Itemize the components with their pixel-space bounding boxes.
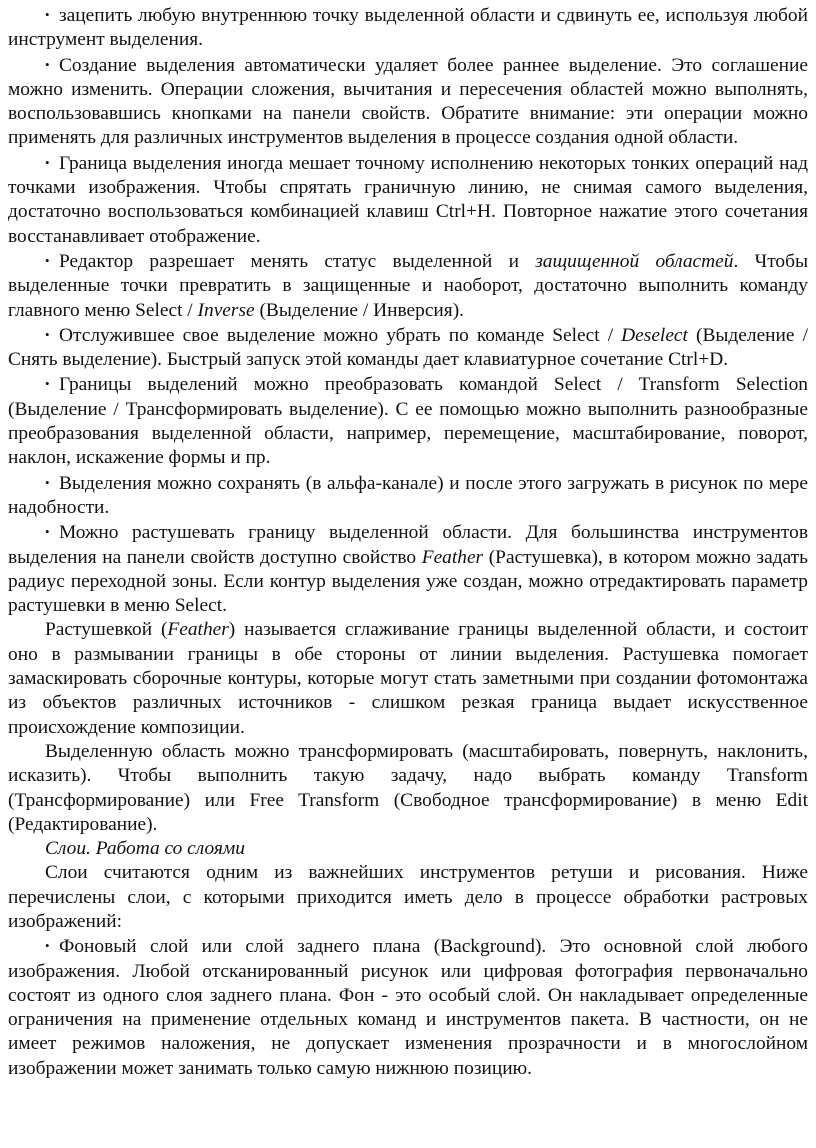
paragraph-text: Отслужившее свое выделение можно убрать по команде Select / xyxy=(59,324,622,346)
paragraph-text: Создание выделения автоматически удаляет более раннее выделение. Это соглашение можно изменить. Операции сложения, вычитания и пересечения областей можно выполнять, воспользовавшись кнопками на панели свойств. Обратите внимание: эти операции можно применять для различных инструментов выделения в процессе создания одной области. xyxy=(8,54,808,149)
paragraph-text: (Растушевка), в котором можно задать радиус переходной зоны. Если контур выделения уже создан, можно отредактировать параметр растушевки в меню Select. xyxy=(8,546,808,617)
paragraph-text: Граница выделения иногда мешает точному исполнению некоторых тонких операций над точками изображения. Чтобы спрятать граничную линию, не снимая самого выделения, достаточно воспользоваться комбинацией клавиш Ctrl+H. Повторное нажатие этого сочетания восстанавливает отображение. xyxy=(8,152,808,247)
paragraph-text: . Чтобы выделенные точки превратить в защищенные и наоборот, достаточно выполнить команду главного меню Select / xyxy=(8,250,808,321)
body-paragraph xyxy=(8,861,808,934)
italic-term: Inverse xyxy=(197,299,255,321)
paragraph-text: ) называется сглаживание границы выделенной области, и состоит оно в размывании границы в обе стороны от линии выделения. Растушевка помогает замаскировать сборочные контуры, которые могут стать заметными при создании фотомонтажа из объектов различных источников - слишком резкая граница выдает искусственное происхождение композиции. xyxy=(8,619,808,738)
bullet-paragraph xyxy=(8,934,808,1081)
paragraph-text: Растушевкой ( xyxy=(45,619,168,641)
bullet-icon: • xyxy=(45,326,50,342)
paragraph-text: (Выделение / Снять выделение). Быстрый запуск этой команды дает клавиатурное сочетание Ctrl+D. xyxy=(8,324,808,371)
bullet-paragraph xyxy=(8,372,808,470)
bullet-paragraph xyxy=(8,471,808,521)
bullet-icon: • xyxy=(45,376,50,392)
paragraph-text: зацепить любую внутреннюю точку выделенной области и сдвинуть ее, используя любой инструмент выделения. xyxy=(8,5,808,51)
bullet-icon: • xyxy=(45,154,50,170)
bullet-icon: • xyxy=(45,7,50,22)
bullet-paragraph xyxy=(8,520,808,618)
bullet-icon: • xyxy=(45,252,50,268)
italic-term: Feather xyxy=(167,619,229,641)
paragraph-text: Можно растушевать границу выделенной области. Для большинства инструментов выделения на панели свойств доступно свойство xyxy=(8,522,808,568)
bullet-paragraph xyxy=(8,53,808,151)
section-heading-text: Слои. Работа со слоями xyxy=(45,838,245,860)
bullet-icon: • xyxy=(45,474,50,490)
paragraph-text: Фоновый слой или слой заднего плана (Background). Это основной слой любого изображения. Любой отсканированный рисунок или цифровая фотография первоначально состоят из одного слоя заднего плана. Фон - это особый слой. Он накладывает определенные ограничения на применение отдельных команд и инструментов пакета. В частности, он не имеет режимов наложения, не допускает изменения прозрачности и в многослойном изображении может занимать только самую нижнюю позицию. xyxy=(8,936,808,1079)
bullet-icon: • xyxy=(45,524,50,540)
italic-term: Feather xyxy=(421,546,484,568)
italic-term: Deselect xyxy=(621,324,688,346)
bullet-paragraph xyxy=(8,323,808,373)
paragraph-text: Границы выделений можно преобразовать командой Select / Transform Selection (Выделение / Трансформировать выделение). С ее помощью можно выполнить разнообразные преобразования выделенной области, например, перемещение, масштабирование, поворот, наклон, искажение формы и пр. xyxy=(8,374,808,469)
body-paragraph xyxy=(8,618,808,739)
bullet-paragraph xyxy=(8,3,808,53)
paragraph-text: Выделенную область можно трансформировать (масштабировать, повернуть, наклонить, исказить). Чтобы выполнить такую задачу, надо выбрать команду Transform (Трансформирование) или Free Transform (Свободное трансформирование) в меню Edit (Редактирование). xyxy=(8,740,808,835)
bullet-icon: • xyxy=(45,56,50,72)
paragraph-text: Выделения можно сохранять (в альфа-канале) и после этого загружать в рисунок по мере надобности. xyxy=(8,472,808,518)
bullet-icon: • xyxy=(45,938,50,954)
paragraph-text: Редактор разрешает менять статус выделенной и xyxy=(59,250,536,272)
paragraph-text: (Выделение / Инверсия). xyxy=(254,299,465,321)
bullet-paragraph xyxy=(8,249,808,323)
italic-term: защищенной областей xyxy=(535,250,734,272)
bullet-paragraph xyxy=(8,151,808,249)
body-paragraph xyxy=(8,740,808,837)
paragraph-text: Слои считаются одним из важнейших инструментов ретуши и рисования. Ниже перечислены слои, с которыми приходится иметь дело в процессе обработки растровых изображений: xyxy=(8,862,808,932)
section-heading xyxy=(8,837,808,861)
